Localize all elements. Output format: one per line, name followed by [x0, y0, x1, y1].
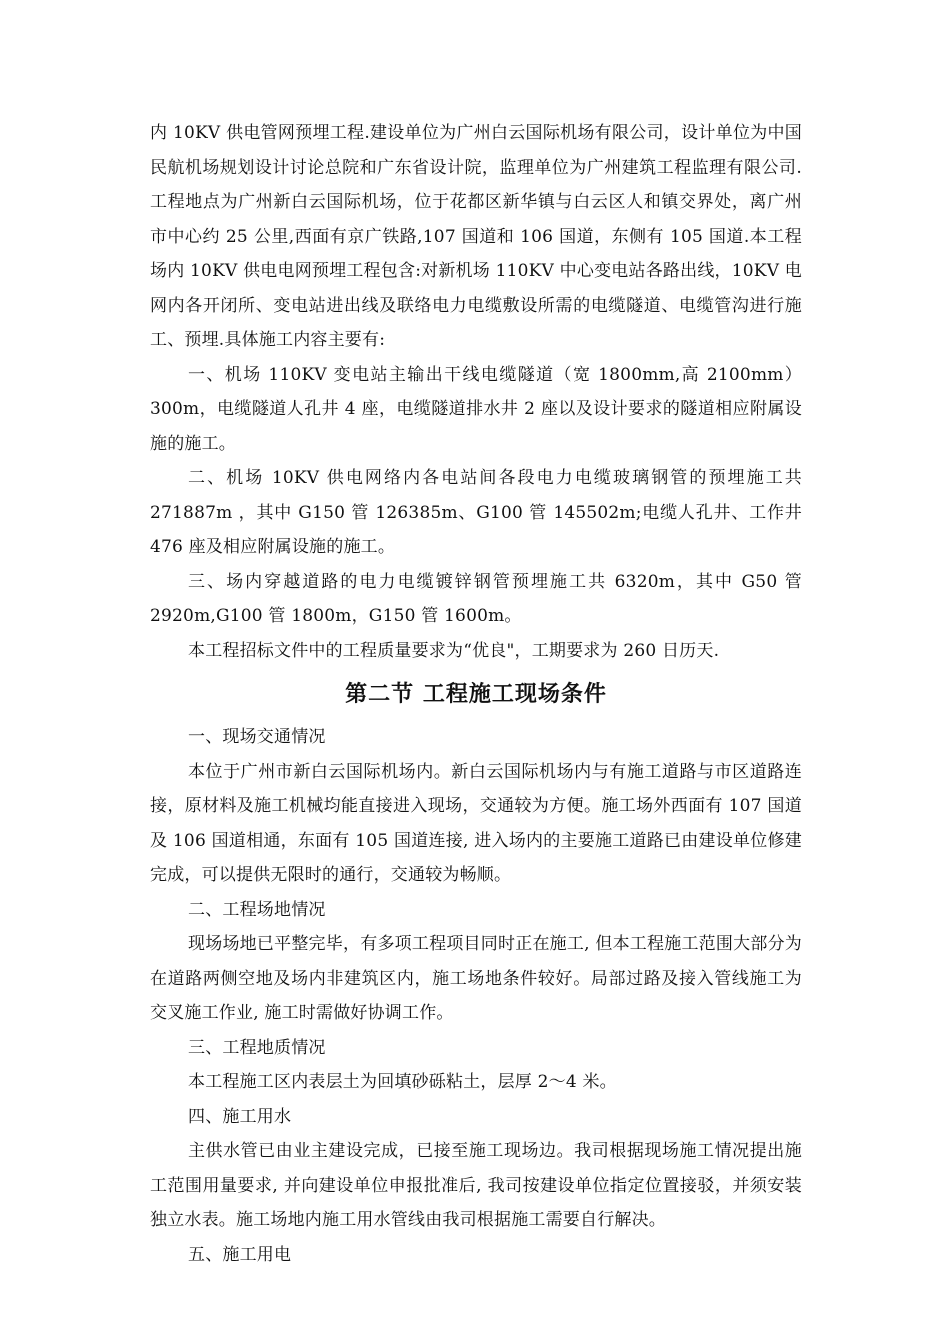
- intro-paragraph-1: 内 10KV 供电管网预埋工程.建设单位为广州白云国际机场有限公司，设计单位为中国民航机场规划设计讨论总院和广东省设计院，监理单位为广州建筑工程监理有限公司.工程地点为广州新白云国际机场，位于花都区新华镇与白云区人和镇交界处，离广州市中心约 25 公里,西面有京广铁路,107 国道和 106 国道，东侧有 105 国道.本工程场内 10KV 供电电网预埋工程包含:对新机场 110KV 中心变电站各路出线，10KV 电网内各开闭所、变电站进出线及联络电力电缆敷设所需的电缆隧道、电缆管沟进行施工、预埋.具体施工内容主要有:: [150, 123, 802, 350]
- body-water: 主供水管已由业主建设完成，已接至施工现场边。我司根据现场施工情况提出施工范围用量要求, 并向建设单位申报批准后, 我司按建设单位指定位置接驳，并须安装独立水表。施工场地内施工用水管线由我司根据施工需要自行解决。: [150, 1141, 802, 1230]
- body-geology: 本工程施工区内表层土为回填砂砾粘土，层厚 2～4 米。: [188, 1072, 617, 1092]
- section-title: 第二节 工程施工现场条件: [345, 682, 607, 707]
- intro-item-frp-pipe: 二、机场 10KV 供电网络内各电站间各段电力电缆玻璃钢管的预埋施工共 271887m ，其中 G150 管 126385m、G100 管 145502m;电缆人孔井、工作井 476 座及相应附属设施的施工。: [150, 468, 802, 557]
- intro-quality-requirement: 本工程招标文件中的工程质量要求为“优良"，工期要求为 260 日历天.: [188, 640, 720, 661]
- intro-item-tunnel: 一、机场 110KV 变电站主输出干线电缆隧道（宽 1800mm,高 2100mm）300m，电缆隧道人孔井 4 座，电缆隧道排水井 2 座以及设计要求的隧道相应附属设施的施工。: [150, 364, 802, 454]
- intro-item-steel-pipe: 三、场内穿越道路的电力电缆镀锌钢管预埋施工共 6320m，其中 G50 管 2920m,G100 管 1800m，G150 管 1600m。: [150, 571, 802, 626]
- heading-geology: 三、工程地质情况: [188, 1037, 326, 1058]
- heading-traffic: 一、现场交通情况: [188, 727, 326, 747]
- body-traffic: 本位于广州市新白云国际机场内。新白云国际机场内与有施工道路与市区道路连接，原材料及施工机械均能直接进入现场，交通较为方便。施工场外西面有 107 国道及 106 国道相通，东面有 105 国道连接, 进入场内的主要施工道路已由建设单位修建完成，可以提供无限时的通行，交通较为畅顺。: [150, 761, 802, 885]
- heading-power: 五、施工用电: [188, 1244, 292, 1265]
- document-page: [150, 116, 802, 1272]
- body-site: 现场场地已平整完毕，有多项工程项目同时正在施工, 但本工程施工范围大部分为在道路两侧空地及场内非建筑区内，施工场地条件较好。局部过路及接入管线施工为交叉施工作业, 施工时需做好协调工作。: [150, 934, 802, 1023]
- heading-water: 四、施工用水: [188, 1106, 292, 1127]
- heading-site: 二、工程场地情况: [188, 899, 326, 920]
